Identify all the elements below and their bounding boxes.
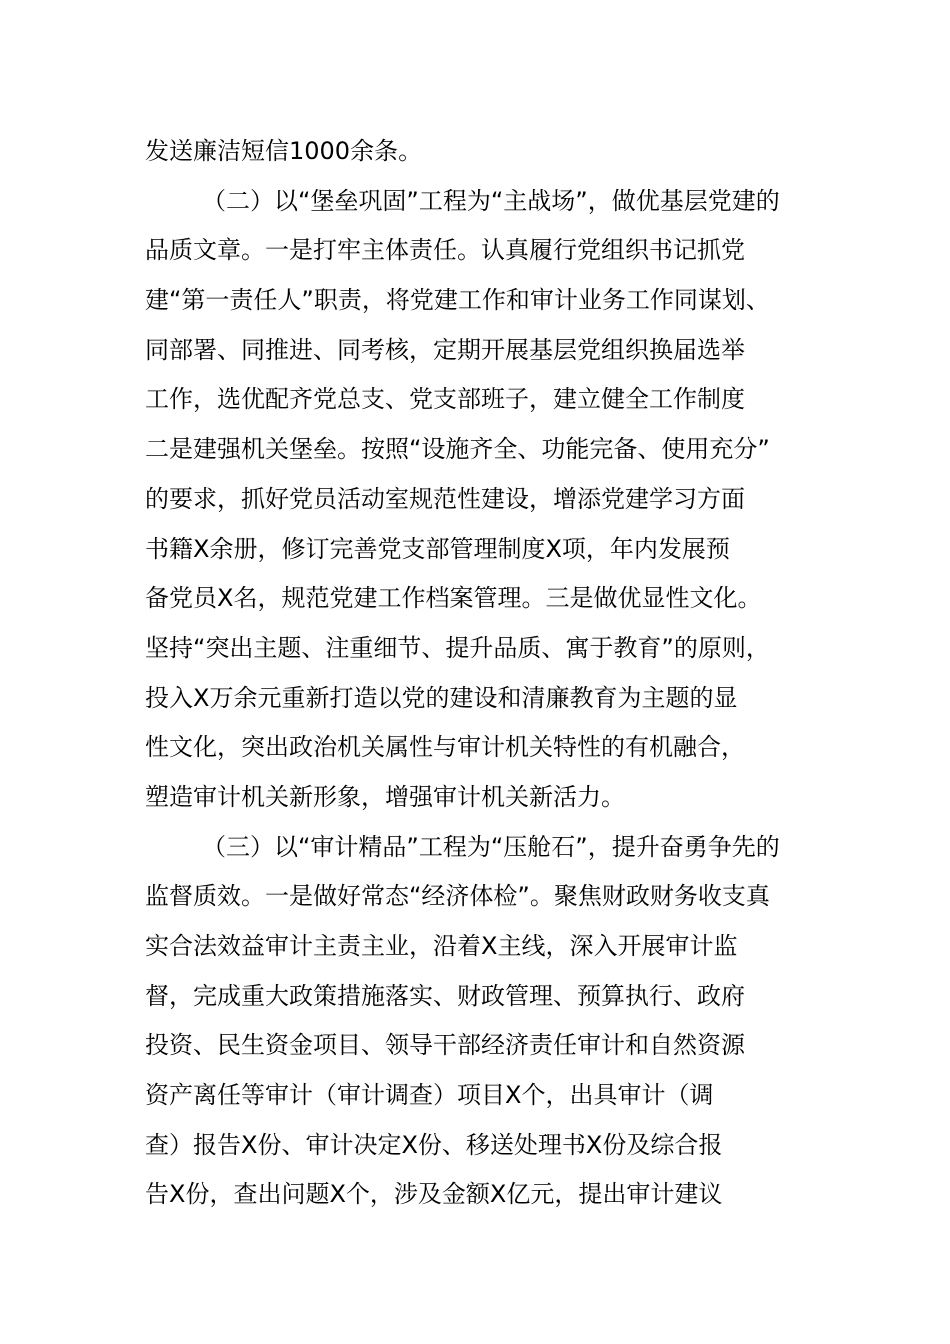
text-line: 同部署、同推进、同考核，定期开展基层党组织换届选举 <box>145 335 745 364</box>
text-line: 实合法效益审计主责主业，沿着X主线，深入开展审计监 <box>145 932 738 960</box>
text-line: 书籍X余册，修订完善党支部管理制度X项，年内发展预 <box>145 534 730 563</box>
text-line: 的要求，抓好党员活动室规范性建设，增添党建学习方面 <box>145 484 745 513</box>
text-line: 品质文章。一是打牢主体责任。认真履行党组织书记抓党 <box>145 236 745 265</box>
text-line: 坚持“突出主题、注重细节、提升品质、寓于教育”的原则， <box>145 633 770 662</box>
text-line: 工作，选优配齐党总支、党支部班子，建立健全工作制度 <box>145 385 745 414</box>
text-line: 发送廉洁短信1000余条。 <box>145 137 423 165</box>
text-line: 建“第一责任人”职责，将党建工作和审计业务工作同谋划、 <box>145 286 770 315</box>
text-line: 塑造审计机关新形象，增强审计机关新活力。 <box>145 782 625 811</box>
text-line: 投资、民生资金项目、领导干部经济责任审计和自然资源 <box>145 1031 745 1060</box>
text-line: 投入X万余元重新打造以党的建设和清廉教育为主题的显 <box>145 683 738 712</box>
paragraph-heading-line: （三）以“审计精品”工程为“压舱石”，提升奋勇争先的 <box>202 832 780 861</box>
text-line: 查）报告X份、审计决定X份、移送处理书X份及综合报 <box>145 1130 723 1159</box>
document-body <box>145 127 815 1220</box>
text-line: 二是建强机关堡垒。按照“设施齐全、功能完备、使用充分” <box>145 435 770 464</box>
text-line: 备党员X名，规范党建工作档案管理。三是做优显性文化。 <box>145 584 762 613</box>
text-line: 监督质效。一是做好常态“经济体检”。聚焦财政财务收支真 <box>145 882 770 911</box>
text-line: 资产离任等审计（审计调查）项目X个，出具审计（调 <box>145 1081 714 1110</box>
text-line: 性文化，突出政治机关属性与审计机关特性的有机融合， <box>145 733 745 762</box>
paragraph-heading-line: （二）以“堡垒巩固”工程为“主战场”，做优基层党建的 <box>202 186 780 215</box>
text-line: 督，完成重大政策措施落实、财政管理、预算执行、政府 <box>145 981 745 1010</box>
text-line: 告X份，查出问题X个，涉及金额X亿元，提出审计建议 <box>145 1180 723 1209</box>
